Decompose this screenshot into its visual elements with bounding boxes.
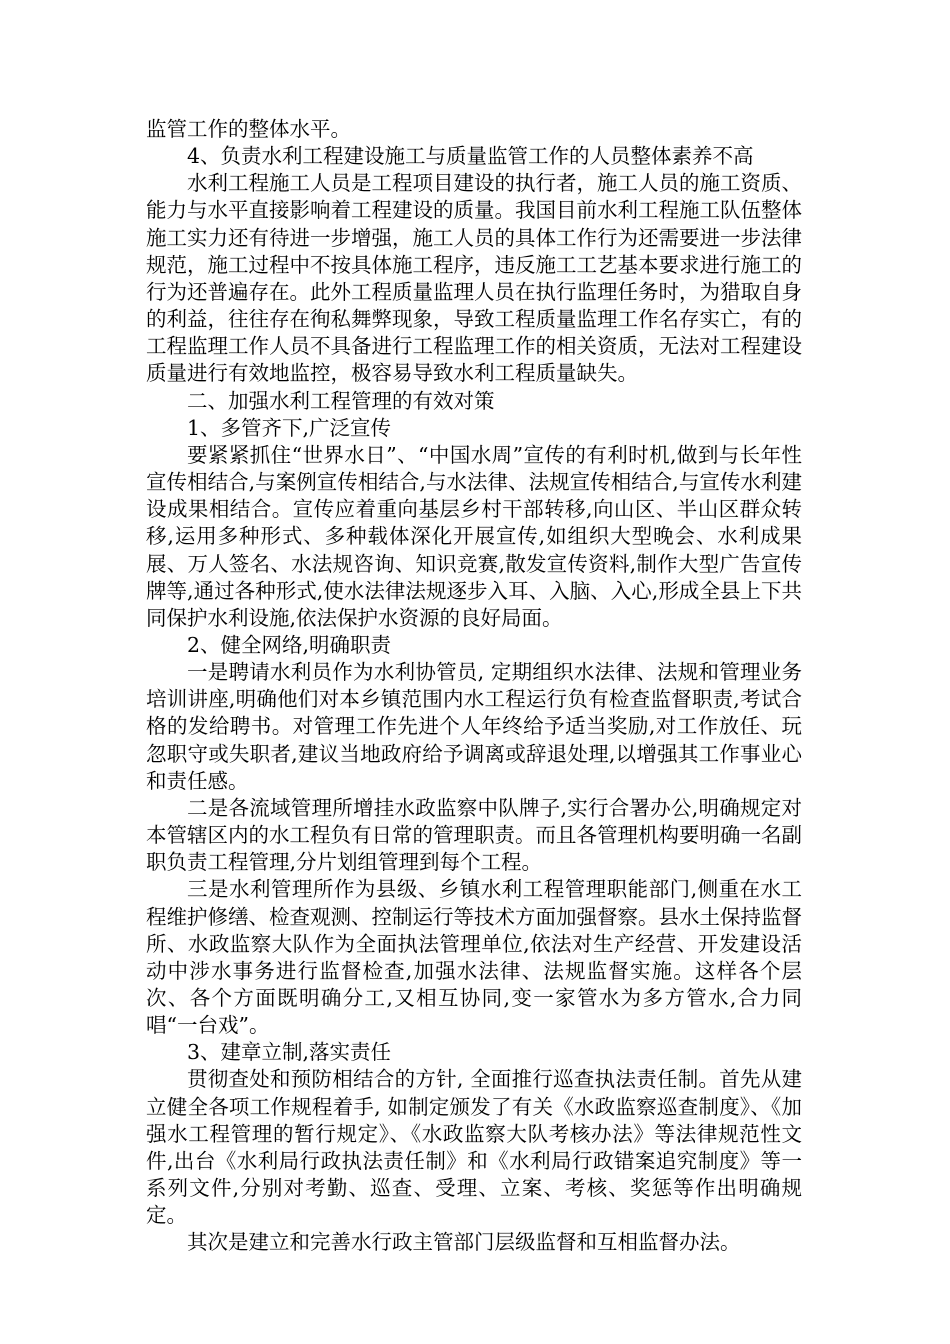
paragraph: 其次是建立和完善水行政主管部门层级监督和互相监督办法。 bbox=[187, 1230, 741, 1255]
paragraph: 三是水利管理所作为县级、乡镇水利工程管理职能部门,侧重在水工程维护修缮、检查观测、控制运行等技术方面加强督察。县水土保持监督所、水政监察大队作为全面执法管理单位,依法对生产经营、开发建设活动中涉水事务进行监督检查,加强水法律、法规监督实施。这样各个层次、各个方面既明确分工,又相互协同,变一家管水为多方管水,合力同唱“一台戏”。 bbox=[146, 877, 802, 1038]
subsection-heading: 2、健全网络,明确职责 bbox=[187, 632, 392, 657]
paragraph: 要紧紧抓住“世界水日”、“中国水周”宣传的有利时机,做到与长年性宣传相结合,与案例宣传相结合,与水法律、法规宣传相结合,与宣传水利建设成果相结合。宣传应着重向基层乡村干部转移,向山区、半山区群众转移,运用多种形式、多种载体深化开展宣传,如组织大型晚会、水利成果展、万人签名、水法规咨询、知识竞赛,散发宣传资料,制作大型广告宣传牌等,通过各种形式,使水法律法规逐步入耳、入脑、入心,形成全县上下共同保护水利设施,依法保护水资源的良好局面。 bbox=[146, 442, 802, 630]
section-heading: 二、加强水利工程管理的有效对策 bbox=[187, 388, 495, 413]
section-heading: 4、负责水利工程建设施工与质量监管工作的人员整体素养不高 bbox=[187, 144, 754, 169]
paragraph: 二是各流域管理所增挂水政监察中队牌子,实行合署办公,明确规定对本管辖区内的水工程负有日常的管理职责。而且各管理机构要明确一名副职负责工程管理,分片划组管理到每个工程。 bbox=[146, 795, 802, 875]
subsection-heading: 3、建章立制,落实责任 bbox=[187, 1040, 392, 1065]
document-page bbox=[146, 116, 802, 1257]
paragraph: 水利工程施工人员是工程项目建设的执行者，施工人员的施工资质、能力与水平直接影响着工程建设的质量。我国目前水利工程施工队伍整体施工实力还有待进一步增强，施工人员的具体工作行为还需要进一步法律规范，施工过程中不按具体施工程序，违反施工工艺基本要求进行施工的行为还普遍存在。此外工程质量监理人员在执行监理任务时，为猎取自身的利益，往往存在徇私舞弊现象，导致工程质量监理工作名存实亡，有的工程监理工作人员不具备进行工程监理工作的相关资质，无法对工程建设质量进行有效地监控，极容易导致水利工程质量缺失。 bbox=[146, 171, 802, 386]
paragraph: 监管工作的整体水平。 bbox=[146, 117, 351, 141]
paragraph: 一是聘请水利员作为水利协管员, 定期组织水法律、法规和管理业务培训讲座,明确他们对本乡镇范围内水工程运行负有检查监督职责,考试合格的发给聘书。对管理工作先进个人年终给予适当奖励,对工作放任、玩忽职守或失职者,建议当地政府给予调离或辞退处理,以增强其工作事业心和责任感。 bbox=[146, 660, 802, 793]
subsection-heading: 1、多管齐下,广泛宣传 bbox=[187, 415, 392, 440]
paragraph: 贯彻查处和预防相结合的方针, 全面推行巡查执法责任制。首先从建立健全各项工作规程着手, 如制定颁发了有关《水政监察巡查制度》、《加强水工程管理的暂行规定》、《水政监察大队考核办法》等法律规范性文件,出台《水利局行政执法责任制》和《水利局行政错案追究制度》等一系列文件,分别对考勤、巡查、受理、立案、考核、奖惩等作出明确规定。 bbox=[146, 1067, 802, 1228]
